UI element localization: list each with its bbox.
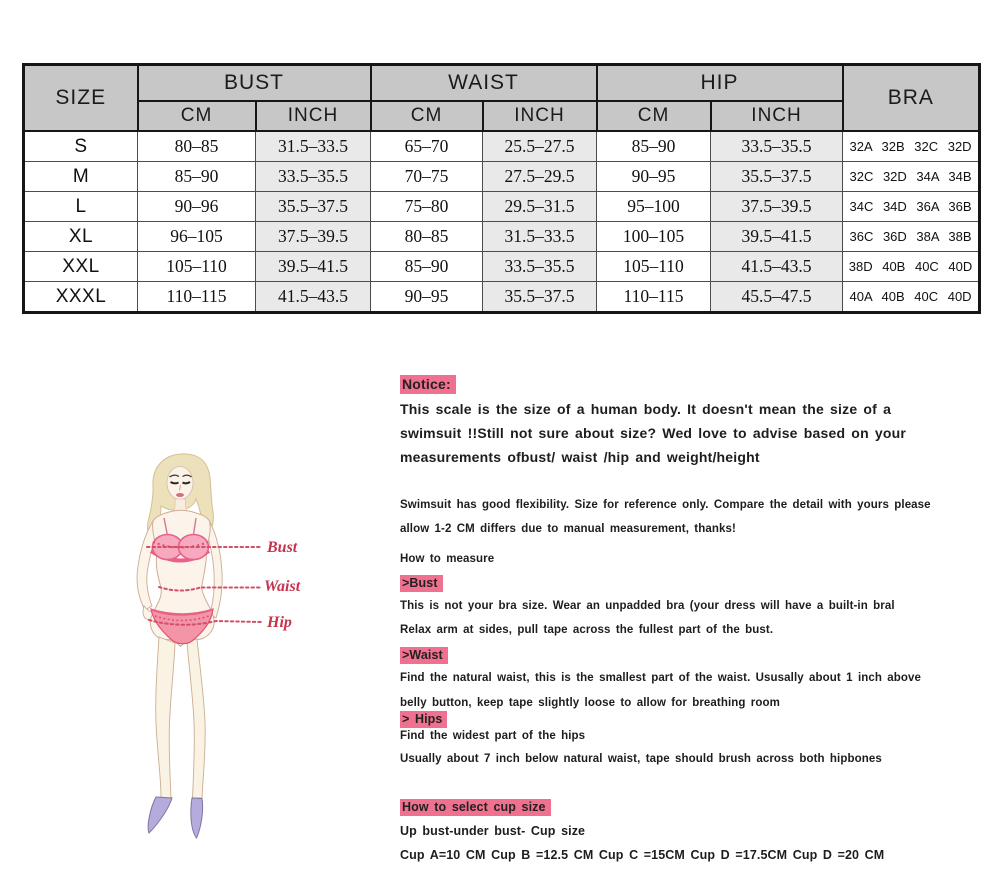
- cup-size-title-highlight: How to select cup size: [400, 799, 551, 816]
- table-row-m: [24, 162, 980, 192]
- bust-inch-value: 35.5–37.5: [256, 192, 371, 222]
- header-hip: HIP: [597, 65, 843, 102]
- waist-inch-value: 27.5–29.5: [483, 162, 597, 192]
- hip-inch-value: 35.5–37.5: [711, 162, 843, 192]
- woman-sketch-illustration: [95, 438, 345, 858]
- figure-hip-label: Hip: [267, 614, 292, 631]
- hip-inch-value: 33.5–35.5: [711, 131, 843, 162]
- waist-cm-value: 75–80: [371, 192, 483, 222]
- bust-inch-value: 31.5–33.5: [256, 131, 371, 162]
- waist-instruction-line: belly button, keep tape slightly loose to allow for breathing room: [400, 697, 780, 709]
- bust-inch-value: 37.5–39.5: [256, 222, 371, 252]
- notice-heading-highlight: Notice:: [400, 375, 456, 394]
- waist-inch-value: 33.5–35.5: [483, 252, 597, 282]
- body-measurement-figure: [95, 438, 345, 858]
- bust-inch-value: 39.5–41.5: [256, 252, 371, 282]
- table-row-l: [24, 192, 980, 222]
- hips-instruction-line: Find the widest part of the hips: [400, 730, 586, 742]
- table-row-s: [24, 131, 980, 162]
- notice-line: measurements ofbust/ waist /hip and weight/height: [400, 449, 760, 465]
- waist-cm-value: 70–75: [371, 162, 483, 192]
- bust-cm-value: 85–90: [138, 162, 256, 192]
- bust-heading-highlight: >Bust: [400, 575, 443, 592]
- waist-heading-highlight: >Waist: [400, 647, 448, 664]
- size-value: L: [24, 192, 138, 222]
- table-row-xxxl: [24, 282, 980, 313]
- bust-section-heading: [400, 576, 443, 590]
- figure-waist-label: Waist: [264, 578, 301, 595]
- bra-value: 36C 36D 38A 38B: [843, 222, 980, 252]
- bra-value: 32C 32D 34A 34B: [843, 162, 980, 192]
- hip-cm-value: 85–90: [597, 131, 711, 162]
- waist-instruction-line: Find the natural waist, this is the smallest part of the waist. Ususally about 1 inch above: [400, 672, 922, 684]
- bust-instruction-line: This is not your bra size. Wear an unpadded bra (your dress will have a built-in bral: [400, 600, 895, 612]
- waist-inch-value: 25.5–27.5: [483, 131, 597, 162]
- cup-size-title: [400, 800, 551, 814]
- size-value: M: [24, 162, 138, 192]
- hip-inch-value: 45.5–47.5: [711, 282, 843, 313]
- right-leg: [187, 639, 205, 798]
- size-value: XL: [24, 222, 138, 252]
- bust-cm-value: 80–85: [138, 131, 256, 162]
- bust-cm-value: 105–110: [138, 252, 256, 282]
- waist-inch-value: 35.5–37.5: [483, 282, 597, 313]
- notice-line: swimsuit !!Still not sure about size? Wed love to advise based on your: [400, 425, 907, 441]
- bra-value: 40A 40B 40C 40D: [843, 282, 980, 313]
- size-value: S: [24, 131, 138, 162]
- hip-cm-value: 105–110: [597, 252, 711, 282]
- header-size: SIZE: [24, 65, 138, 132]
- cup-size-line: Cup A=10 CM Cup B =12.5 CM Cup C =15CM Cup D =17.5CM Cup D =20 CM: [400, 848, 885, 862]
- waist-cm-value: 90–95: [371, 282, 483, 313]
- hip-inch-value: 39.5–41.5: [711, 222, 843, 252]
- header-hip-inch: INCH: [711, 101, 843, 131]
- left-leg: [156, 637, 175, 798]
- hips-instruction-line: Usually about 7 inch below natural waist, tape should brush across both hipbones: [400, 753, 882, 765]
- cup-size-line: Up bust-under bust- Cup size: [400, 824, 586, 838]
- table-row-xxl: [24, 252, 980, 282]
- waist-cm-value: 80–85: [371, 222, 483, 252]
- hip-cm-value: 95–100: [597, 192, 711, 222]
- table-row-xl: [24, 222, 980, 252]
- header-hip-cm: CM: [597, 101, 711, 131]
- how-to-measure-title: How to measure: [400, 553, 495, 565]
- waist-section-heading: [400, 648, 448, 662]
- notice-line: This scale is the size of a human body. It doesn't mean the size of a: [400, 401, 892, 417]
- size-value: XXXL: [24, 282, 138, 313]
- lips: [176, 493, 184, 497]
- flexibility-line: allow 1-2 CM differs due to manual measurement, thanks!: [400, 523, 736, 535]
- bust-inch-value: 33.5–35.5: [256, 162, 371, 192]
- bust-instruction-line: Relax arm at sides, pull tape across the fullest part of the bust.: [400, 624, 774, 636]
- header-bust-cm: CM: [138, 101, 256, 131]
- size-chart-table: [22, 63, 981, 314]
- hip-cm-value: 90–95: [597, 162, 711, 192]
- bra-value: 38D 40B 40C 40D: [843, 252, 980, 282]
- left-shoe: [148, 797, 172, 833]
- table-header-unit-row: [24, 101, 980, 131]
- bust-inch-value: 41.5–43.5: [256, 282, 371, 313]
- table-header-group-row: [24, 65, 980, 102]
- figure-bust-label: Bust: [267, 539, 298, 556]
- header-bust-inch: INCH: [256, 101, 371, 131]
- header-waist-inch: INCH: [483, 101, 597, 131]
- waist-inch-value: 31.5–33.5: [483, 222, 597, 252]
- bust-cm-value: 96–105: [138, 222, 256, 252]
- size-value: XXL: [24, 252, 138, 282]
- right-shoe: [191, 798, 203, 838]
- hips-section-heading: [400, 712, 447, 726]
- hips-heading-highlight: > Hips: [400, 711, 447, 728]
- hip-inch-value: 41.5–43.5: [711, 252, 843, 282]
- header-bust: BUST: [138, 65, 371, 102]
- header-waist: WAIST: [371, 65, 597, 102]
- hip-cm-value: 100–105: [597, 222, 711, 252]
- bust-cm-value: 90–96: [138, 192, 256, 222]
- bra-value: 32A 32B 32C 32D: [843, 131, 980, 162]
- bra-value: 34C 34D 36A 36B: [843, 192, 980, 222]
- hip-inch-value: 37.5–39.5: [711, 192, 843, 222]
- waist-cm-value: 65–70: [371, 131, 483, 162]
- hip-cm-value: 110–115: [597, 282, 711, 313]
- waist-inch-value: 29.5–31.5: [483, 192, 597, 222]
- notice-heading: [400, 376, 456, 392]
- header-waist-cm: CM: [371, 101, 483, 131]
- bust-cm-value: 110–115: [138, 282, 256, 313]
- header-bra: BRA: [843, 65, 980, 132]
- waist-cm-value: 85–90: [371, 252, 483, 282]
- flexibility-line: Swimsuit has good flexibility. Size for reference only. Compare the detail with yours please: [400, 499, 931, 511]
